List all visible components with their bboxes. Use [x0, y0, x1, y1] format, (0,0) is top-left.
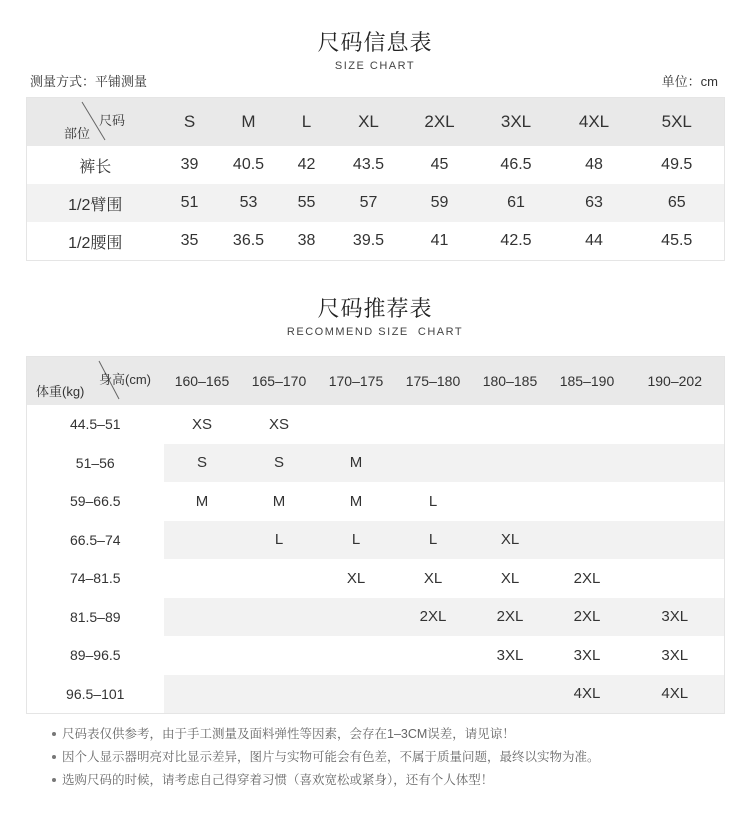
table-cell: [164, 598, 241, 637]
size-col-header: 2XL: [406, 98, 474, 147]
size-col-header: XL: [332, 98, 406, 147]
height-col-header: 160–165: [164, 357, 241, 406]
table-cell: [549, 444, 626, 483]
table-cell: [164, 559, 241, 598]
table-cell: M: [318, 444, 395, 483]
table-cell: 40.5: [232, 156, 265, 173]
table-cell: 3XL: [661, 646, 689, 664]
note-item: [52, 769, 732, 792]
bullet-icon: [52, 755, 56, 759]
table-row: [27, 636, 725, 675]
table-cell: [472, 482, 549, 521]
table-cell: 36.5: [232, 232, 265, 249]
row-label: 81.5–89: [27, 598, 164, 637]
table-cell: [549, 405, 626, 444]
row-label: 59–66.5: [27, 482, 164, 521]
table-cell: [395, 405, 472, 444]
height-col-header: 190–202: [626, 357, 725, 406]
size-header-row: [27, 98, 725, 147]
table-cell: [395, 636, 472, 675]
table-cell: 53: [216, 184, 282, 222]
table-row: [27, 521, 725, 560]
height-col-header: 170–175: [318, 357, 395, 406]
size-chart-title-block: [0, 26, 750, 72]
corner-label-weight: 体重(kg): [36, 384, 85, 399]
table-cell: 42.5: [500, 232, 532, 249]
note-item: [52, 723, 732, 746]
table-cell: L: [428, 492, 438, 510]
table-cell: XL: [500, 569, 520, 587]
table-cell: XL: [423, 569, 443, 587]
table-cell: [626, 444, 725, 483]
table-cell: M: [349, 492, 363, 510]
diagonal-divider: [27, 98, 164, 146]
table-cell: [318, 636, 395, 675]
table-cell: L: [395, 521, 472, 560]
table-cell: [318, 405, 395, 444]
row-label: 51–56: [27, 444, 164, 483]
recommend-corner-cell: [27, 357, 164, 406]
note-text: 因个人显示器明亮对比显示差异，图片与实物可能会有色差，不属于质量问题，最终以实物为准。: [62, 750, 600, 764]
table-cell: 4XL: [549, 675, 626, 714]
table-cell: 55: [282, 184, 332, 222]
height-header-row: [27, 357, 725, 406]
unit-label: 单位：cm: [661, 74, 718, 89]
table-cell: [318, 598, 395, 637]
table-cell: 49.5: [661, 156, 693, 173]
table-cell: 39.5: [352, 232, 385, 249]
recommend-chart-table: [26, 356, 725, 714]
bullet-icon: [52, 778, 56, 782]
note-item: [52, 746, 732, 769]
size-col-header: M: [216, 98, 282, 147]
size-col-header: S: [164, 98, 216, 147]
corner-label-part: 部位: [64, 126, 91, 141]
table-cell: [549, 521, 626, 560]
table-cell: [626, 559, 725, 598]
row-label: 96.5–101: [27, 675, 164, 714]
row-label: 1/2臂围: [27, 184, 164, 222]
row-label: 89–96.5: [27, 636, 164, 675]
table-cell: 42: [297, 156, 316, 173]
row-label: 74–81.5: [27, 559, 164, 598]
table-cell: L: [318, 521, 395, 560]
table-cell: 63: [559, 184, 630, 222]
row-label: 裤长: [27, 146, 164, 184]
table-cell: [164, 636, 241, 675]
table-cell: [318, 675, 395, 714]
table-cell: 46.5: [500, 156, 532, 173]
size-corner-cell: [27, 98, 164, 147]
table-cell: XL: [346, 569, 366, 587]
table-cell: L: [241, 521, 318, 560]
table-cell: 65: [630, 184, 725, 222]
table-cell: [626, 405, 725, 444]
corner-label-size: 尺码: [99, 113, 126, 128]
size-col-header: L: [282, 98, 332, 147]
table-row: [27, 559, 725, 598]
table-cell: S: [164, 444, 241, 483]
table-cell: XL: [472, 521, 549, 560]
height-col-header: 175–180: [395, 357, 472, 406]
table-cell: M: [272, 492, 286, 510]
recommend-chart-title-block: [0, 292, 750, 338]
table-cell: 38: [297, 232, 316, 249]
table-cell: 59: [406, 184, 474, 222]
notes-list: [52, 723, 732, 792]
table-cell: [472, 675, 549, 714]
table-cell: 61: [474, 184, 559, 222]
table-cell: [549, 482, 626, 521]
table-cell: [472, 405, 549, 444]
table-cell: M: [195, 492, 209, 510]
table-cell: [472, 444, 549, 483]
table-cell: [395, 444, 472, 483]
table-cell: [241, 636, 318, 675]
row-label: 1/2腰围: [27, 222, 164, 261]
table-cell: 57: [332, 184, 406, 222]
measure-method: 测量方式：平铺测量: [30, 74, 148, 89]
size-col-header: 4XL: [559, 98, 630, 147]
corner-label-height: 身高(cm): [99, 372, 151, 387]
table-row: [27, 222, 725, 261]
table-cell: [626, 521, 725, 560]
height-col-header: 180–185: [472, 357, 549, 406]
table-cell: 2XL: [472, 598, 549, 637]
table-cell: 4XL: [626, 675, 725, 714]
table-cell: 51: [164, 184, 216, 222]
table-cell: 48: [585, 156, 603, 173]
recommend-chart-subtitle: RECOMMEND SIZE CHART: [286, 326, 464, 338]
table-cell: 3XL: [496, 646, 524, 664]
table-cell: 41: [430, 232, 449, 249]
table-cell: 45: [430, 156, 449, 173]
table-cell: 2XL: [395, 598, 472, 637]
height-col-header: 185–190: [549, 357, 626, 406]
size-col-header: 3XL: [474, 98, 559, 147]
table-cell: [395, 675, 472, 714]
table-cell: XS: [268, 415, 289, 433]
table-row: [27, 146, 725, 184]
size-chart-title: 尺码信息表: [317, 30, 433, 55]
table-row: [27, 444, 725, 483]
height-col-header: 165–170: [241, 357, 318, 406]
size-chart-subtitle: SIZE CHART: [334, 60, 416, 72]
table-cell: 2XL: [549, 598, 626, 637]
row-label: 44.5–51: [27, 405, 164, 444]
table-row: [27, 482, 725, 521]
table-cell: XS: [191, 415, 212, 433]
table-cell: [241, 559, 318, 598]
size-chart-table: [26, 97, 725, 261]
table-cell: S: [241, 444, 318, 483]
table-cell: 44: [585, 232, 603, 249]
table-cell: [241, 598, 318, 637]
note-text: 尺码表仅供参考，由于手工测量及面料弹性等因素，会存在1–3CM误差，请见谅！: [62, 727, 515, 741]
bullet-icon: [52, 732, 56, 736]
table-cell: 43.5: [352, 156, 385, 173]
table-row: [27, 184, 725, 222]
table-cell: 3XL: [573, 646, 601, 664]
table-row: [27, 405, 725, 444]
table-cell: 45.5: [661, 232, 693, 249]
table-cell: [164, 521, 241, 560]
size-col-header: 5XL: [630, 98, 725, 147]
table-cell: 35: [180, 232, 199, 249]
recommend-chart-title: 尺码推荐表: [317, 296, 433, 321]
table-row: [27, 598, 725, 637]
table-cell: 39: [180, 156, 199, 173]
table-cell: [626, 482, 725, 521]
note-text: 选购尺码的时候，请考虑自己得穿着习惯（喜欢宽松或紧身），还有个人体型！: [62, 773, 494, 787]
table-cell: [164, 675, 241, 714]
table-row: [27, 675, 725, 714]
table-cell: 2XL: [573, 569, 601, 587]
row-label: 66.5–74: [27, 521, 164, 560]
table-cell: 3XL: [626, 598, 725, 637]
table-cell: [241, 675, 318, 714]
